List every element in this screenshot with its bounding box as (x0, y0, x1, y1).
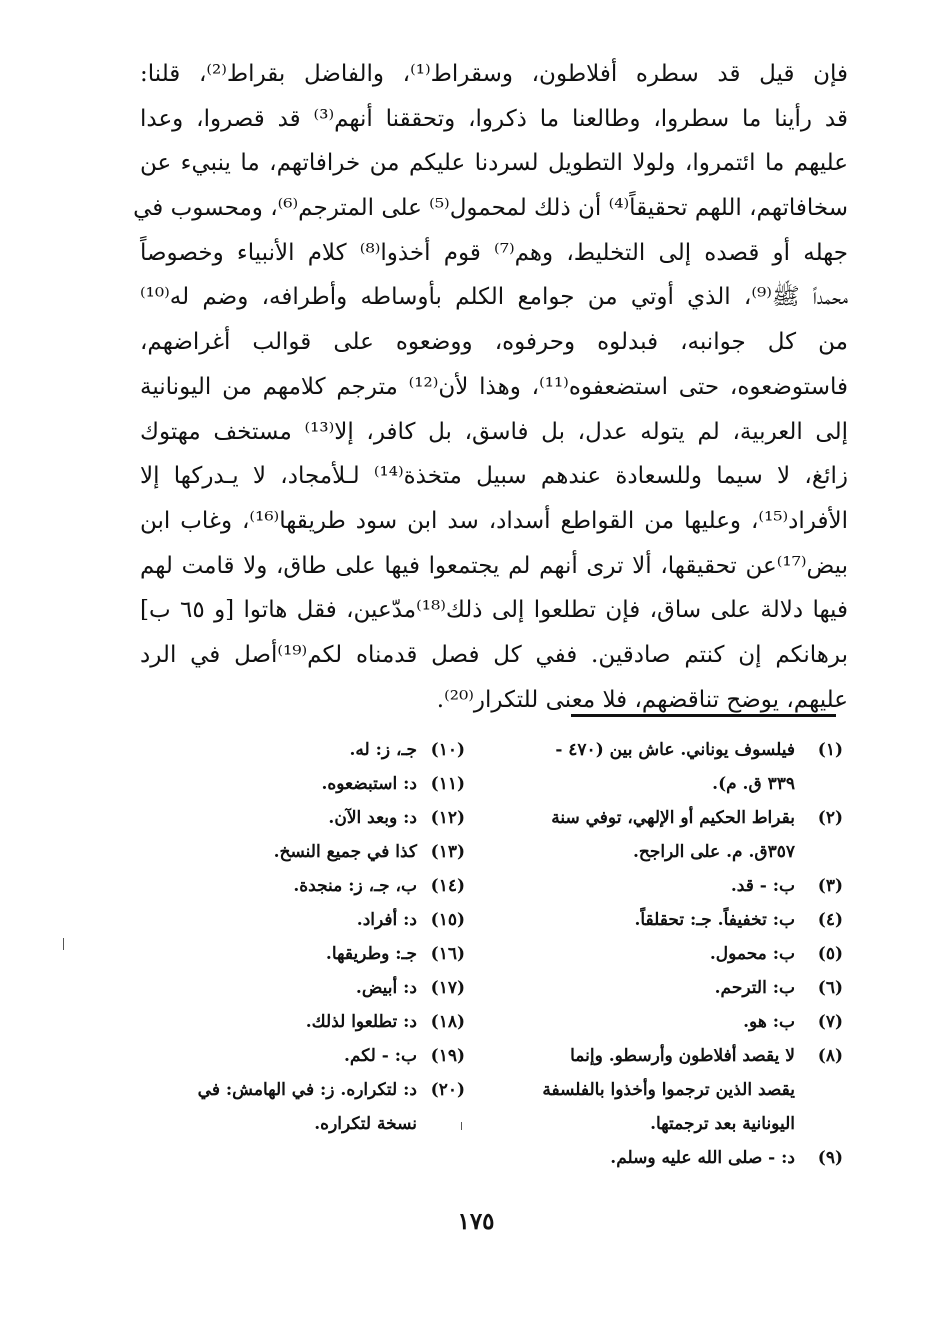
footnote (128, 1073, 465, 1141)
body-line: قد رأينا ما سطروا، وطالعنا ما ذكروا، وتحققنا أنهم⁽³⁾ قد قصروا، وعدا (140, 105, 848, 132)
footnote-number: (٤) (817, 910, 843, 930)
body-line: سخافاتهم، اللهم تحقيقاً⁽⁴⁾ أن ذلك لمحمول⁽⁵⁾ على المترجم⁽⁶⁾، ومحسوب في (133, 195, 848, 222)
footnote-text: د: وبعد الآن. (328, 808, 417, 828)
body-line: برهانكم إن كنتم صادقين. ففي كل فصل قدمناه لكم⁽¹⁹⁾أصل في الرد (140, 641, 848, 668)
body-line: زائغ، لا سيما وللسعادة عندهم سبيل متخذة⁽¹⁴⁾ لـلأمجاد، لا يـدركها إلا (140, 463, 848, 490)
footnote-text: ب: الترحم. (714, 978, 795, 998)
body-line: عليهم ما ائتمروا، ولولا التطويل لسردنا عليكم من خرافاتهم، ما ينبيء عن (140, 150, 848, 177)
footnote-text: ب: هو. (743, 1012, 795, 1032)
footnote-number: (١٣) (430, 842, 465, 862)
footnote-number: (١٦) (430, 944, 465, 964)
footnote-number: (٧) (817, 1012, 843, 1032)
footnote-number: (٥) (817, 944, 843, 964)
footnote-number: (١٤) (430, 876, 465, 896)
body-line: فيها دلالة على ساق، فإن تطلعوا إلى ذلك⁽¹⁸⁾مدّعين، فقل هاتوا [و ٦٥ ب] (140, 597, 848, 624)
footnote-number: (٢) (817, 808, 843, 828)
footnote (497, 971, 843, 1005)
footnote-text: جـ: وطريقها. (325, 944, 417, 964)
footnote-number: (١٩) (430, 1046, 465, 1066)
footnote (497, 1039, 843, 1141)
footnote (497, 869, 843, 903)
footnote-text: ب: - قد. (730, 876, 795, 896)
footnote-text: كذا في جميع النسخ. (273, 842, 417, 862)
footnote-number: (١٧) (430, 978, 465, 998)
footnote-text: د: تطلعوا لذلك. (305, 1012, 417, 1032)
body-line: فإن قيل قد سطره أفلاطون، وسقراط⁽¹⁾، والفاضل بقراط⁽²⁾، قلنا: (140, 61, 848, 87)
footnote-number: (٩) (817, 1148, 843, 1168)
footnote (128, 869, 465, 903)
footnote-number: (٦) (817, 978, 843, 998)
body-line: إلى العربية، لم يتوله عدل، بل فاسق، بل كافر، إلا⁽¹³⁾ مستخف مهتوك (140, 418, 848, 445)
footnote (497, 1005, 843, 1039)
footnote-text: ب: تخفيفاً. جـ: تحقلقاً. (634, 910, 795, 930)
body-line: جهله أو قصده إلى التخليط، وهم⁽⁷⁾ قوم أخذوا⁽⁸⁾ كلام الأنبياء وخصوصاً (140, 239, 849, 266)
footnote-text (497, 733, 795, 801)
footnote (497, 1141, 843, 1175)
footnote (128, 767, 465, 801)
footnote-line: ٣٣٩ ق. م). (712, 774, 795, 794)
body-line: بيض⁽¹⁷⁾عن تحقيقها، ألا ترى أنهم لم يجتمعوا فيها على طاق، ولا قامت لهم (140, 552, 848, 579)
footnote-number: (١٨) (430, 1012, 465, 1032)
footnote (497, 733, 843, 801)
footnote-line: اليونانية بعد ترجمتها. (650, 1114, 795, 1134)
footnote-text (497, 801, 795, 869)
footnote-text: ب: محمول. (709, 944, 795, 964)
footnote-text: د: - صلى الله عليه وسلم. (610, 1148, 795, 1168)
footnote-number: (١١) (430, 774, 465, 794)
footnote-number: (٣) (817, 876, 843, 896)
footnote (128, 937, 465, 971)
footnote-number: (٨) (817, 1046, 843, 1066)
footnote-text: ب، جـ، ز: منجدة. (293, 876, 417, 896)
footnote (128, 733, 465, 767)
footnote-text: د: استبضعوه. (321, 774, 417, 794)
body-line: فاستوضعوه، حتى استضعفوه⁽¹¹⁾، وهذا لأن⁽¹²⁾ مترجم كلامهم من اليونانية (140, 373, 848, 400)
footnote (128, 835, 465, 869)
footnote-separator-rule (571, 714, 836, 717)
footnote-text: د: أفراد. (356, 910, 417, 930)
footnotes-right-column (497, 733, 843, 1175)
footnote-text: ب: - لكم. (344, 1046, 417, 1066)
footnote (497, 903, 843, 937)
footnote-number: (٢٠) (430, 1080, 465, 1100)
footnotes-left-column (128, 733, 465, 1141)
footnote-number: (١) (817, 740, 843, 760)
footnote-number: (١٥) (430, 910, 465, 930)
main-text-block (133, 52, 849, 722)
footnote (128, 903, 465, 937)
body-line: الأفراد⁽¹⁵⁾، وعليها من القواطع أسداد، سد ابن سود طريقها⁽¹⁶⁾، وغاب ابن (140, 507, 849, 534)
footnote (128, 971, 465, 1005)
scan-speck (461, 1122, 462, 1130)
footnote-line: بقراط الحكيم أو الإلهي، توفي سنة (551, 808, 795, 828)
footnote-text (497, 1039, 795, 1141)
footnote-line: نسخة لتكراره. (314, 1114, 417, 1134)
footnote (497, 937, 843, 971)
body-line: من كل جوانبه، فبدلوه وحرفوه، ووضعوه على قوالب أغراضهم، (140, 329, 848, 356)
footnote-line: لا يقصد أفلاطون وأرسطو. وإنما (570, 1046, 795, 1066)
footnote-number: (١٠) (430, 740, 465, 760)
scan-speck (63, 938, 64, 950)
footnote-line: د: لتكراره. ز: في الهامش: في (197, 1080, 417, 1100)
footnote-text: جـ، ز: له. (349, 740, 417, 760)
footnote-line: يقصد الذين ترجموا وأخذوا بالفلسفة (542, 1080, 795, 1100)
footnote-text (128, 1073, 417, 1141)
page-number: ١٧٥ (457, 1208, 495, 1235)
footnote (128, 1005, 465, 1039)
body-line: محمداً ﷺ⁽⁹⁾، الذي أوتي من جوامع الكلم بأوساطه وأطرافه، وضم له⁽¹⁰⁾ (140, 284, 848, 311)
footnote-text: د: أبيض. (355, 978, 417, 998)
footnote-line: فيلسوف يوناني. عاش بين (٤٧٠ - (555, 740, 795, 760)
footnote (128, 1039, 465, 1073)
body-line: عليهم، يوضح تناقضهم، فلا معنى للتكرار⁽²⁰⁾. (436, 686, 848, 713)
footnote-number: (١٢) (430, 808, 465, 828)
footnote (128, 801, 465, 835)
footnote (497, 801, 843, 869)
footnote-line: ٣٥٧ق. م. على الراجح. (632, 842, 795, 862)
